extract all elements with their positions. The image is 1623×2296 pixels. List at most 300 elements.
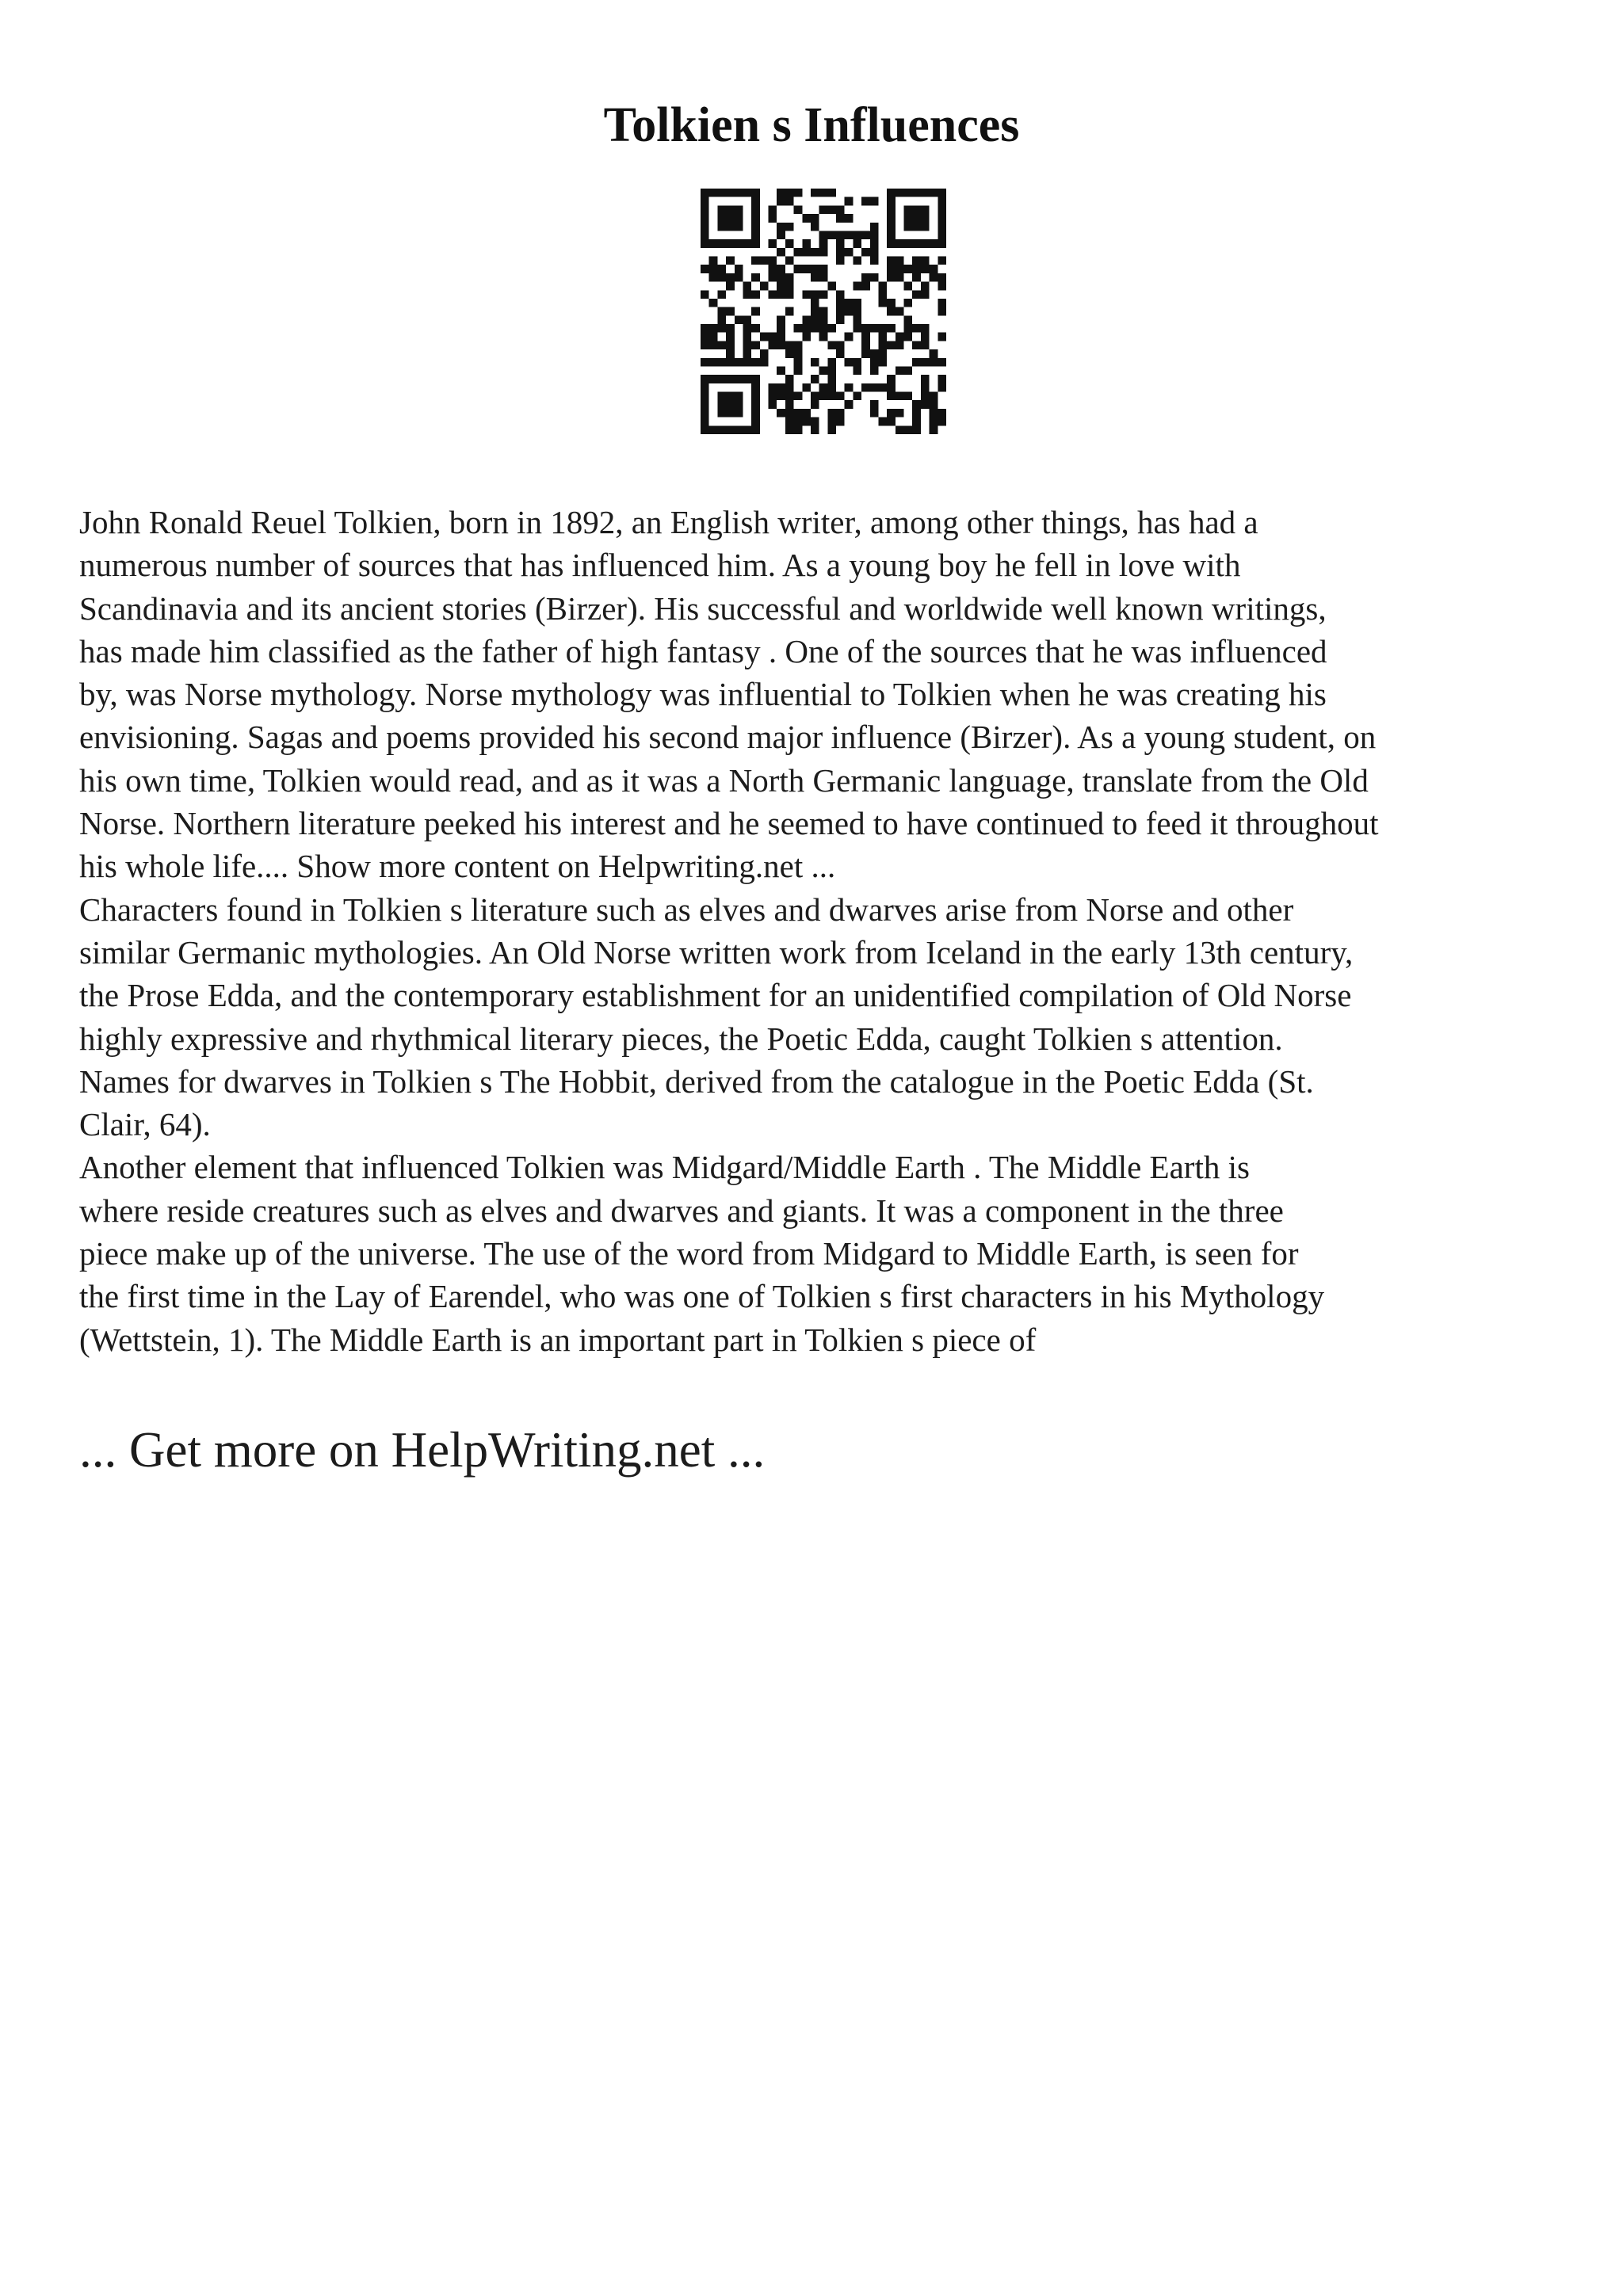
qr-module — [735, 214, 743, 223]
qr-module — [912, 189, 921, 197]
qr-module — [811, 425, 819, 434]
qr-module — [785, 383, 794, 392]
text-line: Characters found in Tolkien s literature such as elves and dwarves arise from Norse and other — [79, 891, 1294, 928]
qr-module — [743, 282, 751, 291]
text-line: his own time, Tolkien would read, and as it was a North Germanic language, translate from the Old — [79, 761, 1369, 799]
qr-module — [853, 282, 861, 291]
qr-module — [836, 257, 845, 265]
qr-module — [701, 324, 709, 333]
qr-module — [743, 189, 751, 197]
qr-module — [836, 214, 845, 223]
qr-module — [845, 248, 854, 257]
qr-module — [827, 418, 836, 426]
qr-module — [709, 257, 718, 265]
qr-module — [861, 383, 870, 392]
qr-module — [930, 349, 938, 358]
qr-module — [709, 375, 718, 383]
qr-module — [717, 315, 726, 324]
qr-module — [802, 239, 811, 248]
qr-module — [701, 341, 709, 349]
qr-module — [811, 418, 819, 426]
qr-module — [861, 341, 870, 349]
qr-module — [701, 333, 709, 341]
qr-module — [811, 248, 819, 257]
qr-module — [751, 409, 760, 418]
qr-module — [912, 239, 921, 248]
qr-module — [701, 231, 709, 239]
qr-module — [709, 189, 718, 197]
qr-module — [701, 290, 709, 299]
qr-module — [819, 383, 828, 392]
qr-module — [878, 383, 887, 392]
qr-module — [912, 290, 921, 299]
qr-module — [701, 358, 709, 367]
qr-module — [751, 324, 760, 333]
qr-module — [751, 214, 760, 223]
qr-module — [726, 392, 735, 401]
qr-module — [836, 299, 845, 307]
qr-module — [785, 375, 794, 383]
qr-module — [904, 223, 913, 231]
qr-module — [836, 248, 845, 257]
qr-module — [751, 425, 760, 434]
qr-module — [717, 324, 726, 333]
qr-module — [735, 425, 743, 434]
qr-module — [785, 425, 794, 434]
qr-module — [726, 358, 735, 367]
qr-module — [853, 324, 861, 333]
qr-module — [751, 223, 760, 231]
qr-module — [827, 189, 836, 197]
qr-module — [811, 392, 819, 401]
qr-module — [819, 290, 828, 299]
paragraph — [79, 1146, 1569, 1360]
qr-module — [743, 425, 751, 434]
qr-module — [887, 409, 896, 418]
qr-module — [845, 400, 854, 409]
text-line: has made him classified as the father of high fantasy . One of the sources that he was influenced — [79, 632, 1327, 669]
qr-module — [709, 324, 718, 333]
qr-module — [836, 315, 845, 324]
qr-module — [819, 273, 828, 282]
qr-module — [887, 265, 896, 273]
qr-module — [921, 358, 930, 367]
qr-module — [930, 400, 938, 409]
qr-module — [777, 273, 785, 282]
qr-module — [735, 358, 743, 367]
qr-module — [819, 265, 828, 273]
qr-module — [878, 418, 887, 426]
qr-module — [769, 214, 777, 223]
qr-module — [743, 239, 751, 248]
qr-module — [853, 239, 861, 248]
qr-module — [870, 383, 879, 392]
get-more-link[interactable]: ... Get more on HelpWriting.net ... — [79, 1422, 766, 1478]
qr-module — [930, 409, 938, 418]
qr-module — [887, 189, 896, 197]
qr-module — [938, 375, 946, 383]
qr-module — [896, 392, 904, 401]
qr-module — [870, 366, 879, 375]
qr-module — [709, 239, 718, 248]
qr-module — [769, 205, 777, 214]
qr-module — [769, 383, 777, 392]
qr-module — [938, 189, 946, 197]
qr-module — [701, 383, 709, 392]
qr-module — [751, 307, 760, 316]
qr-module — [827, 375, 836, 383]
text-line: by, was Norse mythology. Norse mythology was influential to Tolkien when he was creating his — [79, 676, 1327, 713]
qr-module — [811, 290, 819, 299]
qr-module — [701, 223, 709, 231]
qr-module — [760, 257, 769, 265]
qr-module — [861, 324, 870, 333]
qr-module — [726, 324, 735, 333]
qr-module — [896, 265, 904, 273]
qr-module — [709, 299, 718, 307]
qr-module — [921, 392, 930, 401]
qr-module — [751, 239, 760, 248]
qr-module — [735, 205, 743, 214]
text-line: piece make up of the universe. The use of the word from Midgard to Middle Earth, is seen for — [79, 1235, 1299, 1272]
qr-module — [769, 392, 777, 401]
qr-module — [904, 366, 913, 375]
qr-module — [912, 257, 921, 265]
qr-module — [870, 349, 879, 358]
qr-module — [938, 257, 946, 265]
qr-module — [777, 248, 785, 257]
qr-module — [717, 265, 726, 273]
qr-module — [921, 290, 930, 299]
qr-code-icon — [701, 189, 946, 434]
qr-module — [870, 231, 879, 239]
qr-module — [794, 425, 803, 434]
qr-module — [819, 366, 828, 375]
qr-module — [938, 223, 946, 231]
text-line: Names for dwarves in Tolkien s The Hobbit, derived from the catalogue in the Poetic Edda (St. — [79, 1062, 1314, 1100]
qr-module — [836, 349, 845, 358]
qr-module — [861, 248, 870, 257]
qr-module — [904, 189, 913, 197]
text-line: (Wettstein, 1). The Middle Earth is an important part in Tolkien s piece of — [79, 1321, 1037, 1358]
qr-module — [726, 282, 735, 291]
text-line: Clair, 64). — [79, 1106, 211, 1143]
qr-module — [717, 409, 726, 418]
qr-module — [827, 358, 836, 367]
qr-module — [878, 358, 887, 367]
qr-module — [751, 257, 760, 265]
qr-module — [887, 392, 896, 401]
paragraph — [79, 888, 1569, 1146]
qr-module — [853, 392, 861, 401]
qr-module — [827, 324, 836, 333]
qr-module — [827, 366, 836, 375]
qr-module — [717, 375, 726, 383]
qr-module — [717, 358, 726, 367]
qr-module — [726, 307, 735, 316]
qr-module — [870, 239, 879, 248]
qr-module — [912, 409, 921, 418]
qr-module — [861, 349, 870, 358]
text-line: numerous number of sources that has influenced him. As a young boy he fell in love with — [79, 547, 1241, 584]
qr-module — [802, 290, 811, 299]
qr-module — [930, 425, 938, 434]
qr-module — [726, 205, 735, 214]
qr-module — [887, 223, 896, 231]
qr-module — [853, 231, 861, 239]
qr-module — [878, 349, 887, 358]
qr-module — [938, 239, 946, 248]
qr-module — [878, 333, 887, 341]
qr-module — [836, 290, 845, 299]
page-title: Tolkien s Influences — [603, 98, 1020, 152]
qr-module — [819, 231, 828, 239]
qr-module — [827, 231, 836, 239]
qr-module — [904, 324, 913, 333]
qr-module — [751, 418, 760, 426]
text-line: Scandinavia and its ancient stories (Birzer). His successful and worldwide well known writings, — [79, 589, 1327, 627]
qr-module — [785, 257, 794, 265]
qr-module — [912, 205, 921, 214]
qr-module — [811, 265, 819, 273]
qr-module — [717, 189, 726, 197]
qr-module — [709, 265, 718, 273]
qr-module — [904, 205, 913, 214]
qr-module — [794, 392, 803, 401]
qr-module — [794, 265, 803, 273]
qr-module — [794, 349, 803, 358]
qr-module — [853, 257, 861, 265]
qr-module — [751, 273, 760, 282]
qr-module — [896, 257, 904, 265]
qr-module — [896, 366, 904, 375]
qr-module — [921, 214, 930, 223]
qr-module — [735, 223, 743, 231]
qr-module — [878, 282, 887, 291]
qr-module — [896, 409, 904, 418]
qr-module — [751, 189, 760, 197]
qr-module — [701, 265, 709, 273]
qr-module — [717, 392, 726, 401]
qr-module — [751, 375, 760, 383]
qr-module — [853, 366, 861, 375]
qr-module — [861, 282, 870, 291]
qr-module — [938, 273, 946, 282]
text-line: Another element that influenced Tolkien was Midgard/Middle Earth . The Middle Earth is — [79, 1149, 1250, 1186]
qr-module — [735, 315, 743, 324]
qr-module — [912, 265, 921, 273]
qr-module — [701, 189, 709, 197]
qr-module — [887, 205, 896, 214]
qr-module — [938, 282, 946, 291]
qr-module — [878, 299, 887, 307]
qr-module — [743, 290, 751, 299]
qr-module — [938, 307, 946, 316]
qr-module — [861, 197, 870, 206]
qr-module — [836, 231, 845, 239]
qr-module — [827, 392, 836, 401]
qr-module — [811, 315, 819, 324]
qr-module — [785, 400, 794, 409]
qr-module — [827, 282, 836, 291]
text-line: envisioning. Sagas and poems provided his second major influence (Birzer). As a young student, on — [79, 719, 1377, 756]
qr-module — [896, 333, 904, 341]
qr-module — [896, 239, 904, 248]
qr-module — [845, 333, 854, 341]
qr-module — [811, 307, 819, 316]
qr-module — [887, 324, 896, 333]
qr-module — [785, 197, 794, 206]
qr-module — [726, 333, 735, 341]
qr-module — [743, 324, 751, 333]
qr-module — [701, 409, 709, 418]
qr-module — [717, 341, 726, 349]
qr-module — [785, 290, 794, 299]
qr-module — [819, 307, 828, 316]
qr-module — [912, 425, 921, 434]
qr-module — [751, 205, 760, 214]
qr-module — [802, 315, 811, 324]
qr-module — [743, 349, 751, 358]
qr-module — [785, 282, 794, 291]
qr-module — [760, 282, 769, 291]
qr-module — [811, 223, 819, 231]
qr-module — [853, 307, 861, 316]
qr-module — [717, 307, 726, 316]
qr-module — [921, 383, 930, 392]
qr-module — [769, 265, 777, 273]
qr-module — [743, 333, 751, 341]
qr-module — [701, 425, 709, 434]
text-line: Norse. Northern literature peeked his interest and he seemed to have continued to feed it throughout — [79, 805, 1379, 842]
qr-module — [836, 239, 845, 248]
qr-module — [709, 425, 718, 434]
qr-module — [861, 231, 870, 239]
qr-module — [827, 425, 836, 434]
qr-module — [887, 341, 896, 349]
qr-module — [717, 214, 726, 223]
qr-module — [777, 409, 785, 418]
qr-module — [777, 290, 785, 299]
qr-module — [735, 400, 743, 409]
qr-module — [785, 189, 794, 197]
qr-module — [785, 341, 794, 349]
qr-module — [930, 265, 938, 273]
qr-module — [845, 383, 854, 392]
qr-module — [785, 239, 794, 248]
qr-module — [878, 341, 887, 349]
text-line: his whole life.... Show more content on Helpwriting.net ... — [79, 848, 836, 885]
qr-module — [777, 366, 785, 375]
qr-module — [827, 341, 836, 349]
qr-module — [726, 349, 735, 358]
qr-module — [726, 273, 735, 282]
qr-module — [861, 333, 870, 341]
qr-module — [726, 409, 735, 418]
qr-module — [760, 333, 769, 341]
qr-module — [726, 400, 735, 409]
qr-module — [802, 248, 811, 257]
qr-module — [769, 257, 777, 265]
qr-module — [878, 290, 887, 299]
qr-module — [726, 425, 735, 434]
qr-module — [726, 189, 735, 197]
qr-module — [735, 189, 743, 197]
qr-module — [938, 197, 946, 206]
qr-module — [726, 214, 735, 223]
qr-module — [904, 425, 913, 434]
qr-module — [912, 400, 921, 409]
qr-module — [845, 197, 854, 206]
qr-module — [921, 282, 930, 291]
qr-module — [751, 197, 760, 206]
qr-module — [904, 392, 913, 401]
qr-module — [930, 418, 938, 426]
qr-module — [717, 290, 726, 299]
qr-module — [726, 223, 735, 231]
qr-module — [836, 205, 845, 214]
qr-module — [887, 239, 896, 248]
qr-module — [743, 341, 751, 349]
qr-module — [921, 333, 930, 341]
qr-module — [819, 189, 828, 197]
qr-module — [878, 324, 887, 333]
qr-module — [870, 197, 879, 206]
qr-module — [819, 248, 828, 257]
qr-module — [769, 239, 777, 248]
qr-module — [735, 273, 743, 282]
qr-module — [921, 324, 930, 333]
qr-module — [701, 392, 709, 401]
qr-module — [743, 375, 751, 383]
qr-module — [751, 383, 760, 392]
qr-module — [785, 418, 794, 426]
qr-module — [701, 239, 709, 248]
qr-module — [845, 307, 854, 316]
qr-module — [819, 205, 828, 214]
qr-module — [794, 189, 803, 197]
qr-module — [769, 290, 777, 299]
qr-module — [853, 358, 861, 367]
qr-module — [802, 383, 811, 392]
qr-module — [735, 392, 743, 401]
qr-module — [938, 214, 946, 223]
qr-module — [709, 273, 718, 282]
qr-module — [845, 358, 854, 367]
qr-module — [777, 341, 785, 349]
qr-module — [777, 392, 785, 401]
qr-module — [921, 205, 930, 214]
qr-module — [921, 223, 930, 231]
qr-module — [912, 358, 921, 367]
qr-module — [896, 307, 904, 316]
qr-module — [819, 392, 828, 401]
qr-module — [827, 383, 836, 392]
qr-module — [870, 248, 879, 257]
qr-module — [827, 205, 836, 214]
qr-module — [802, 418, 811, 426]
qr-module — [802, 333, 811, 341]
qr-module — [794, 324, 803, 333]
qr-module — [870, 324, 879, 333]
qr-module — [717, 239, 726, 248]
qr-module — [887, 383, 896, 392]
qr-module — [887, 257, 896, 265]
qr-module — [811, 324, 819, 333]
qr-module — [930, 358, 938, 367]
qr-module — [735, 409, 743, 418]
qr-module — [921, 400, 930, 409]
